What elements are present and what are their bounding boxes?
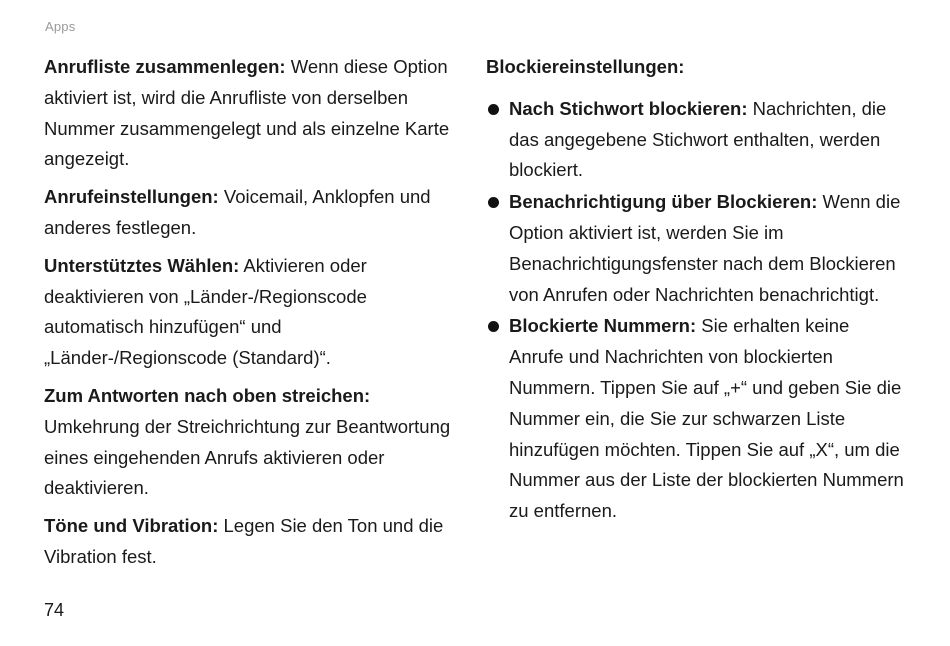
setting-paragraph xyxy=(44,52,464,175)
bullet-icon xyxy=(488,197,499,208)
setting-description: Umkehrung der Streichrichtung zur Beantwortung eines eingehenden Anrufs aktivieren oder deaktivieren. xyxy=(44,415,451,499)
bullet-term: Benachrichtigung über Blockieren: xyxy=(509,191,818,213)
setting-paragraph xyxy=(44,182,464,244)
bullet-icon xyxy=(488,321,499,332)
setting-paragraph xyxy=(44,251,464,374)
bullet-item xyxy=(486,94,906,186)
section-label: Apps xyxy=(45,19,76,34)
left-column xyxy=(44,52,464,580)
bullet-description: Wenn die Option aktiviert ist, werden Sie im Benachrichtigungsfenster nach dem Blockieren von Anrufen oder Nachrichten benachrichtigt. xyxy=(509,191,901,305)
setting-description: Voicemail, Anklopfen und anderes festlegen. xyxy=(44,186,431,238)
setting-paragraph xyxy=(44,381,464,504)
setting-term: Anrufliste zusammenlegen: xyxy=(44,56,286,77)
bullet-description: Nachrichten, die das angegebene Stichwort enthalten, werden blockiert. xyxy=(509,97,887,181)
bullet-item xyxy=(486,187,906,310)
setting-term: Anrufeinstellungen: xyxy=(44,186,219,208)
setting-term: Töne und Vibration: xyxy=(44,515,219,537)
section-heading: Blockiereinstellungen: xyxy=(486,56,685,77)
bullet-item xyxy=(486,311,906,527)
setting-term: Zum Antworten nach oben streichen: xyxy=(44,384,371,406)
setting-description: Aktivieren oder deaktivieren von „Länder-/Regionscode automatisch hinzufügen“ und „Länder-/Regionscode (Standard)“. xyxy=(44,254,367,369)
bullet-term: Nach Stichwort blockieren: xyxy=(509,97,748,119)
right-column xyxy=(486,52,906,528)
bullet-term: Blockierte Nummern: xyxy=(509,315,697,337)
bullet-description: Sie erhalten keine Anrufe und Nachrichten von blockierten Nummern. Tippen Sie auf „+“ und geben Sie die Nummer ein, die Sie zur schwarzen Liste hinzufügen möchten. Tippen Sie auf „X“, um die Nummer aus der Liste der blockierten Nummern zu entfernen. xyxy=(509,315,904,522)
setting-term: Unterstütztes Wählen: xyxy=(44,254,240,276)
bullet-icon xyxy=(488,104,499,115)
setting-description: Wenn diese Option aktiviert ist, wird die Anrufliste von derselben Nummer zusammengelegt und als einzelne Karte angezeigt. xyxy=(44,56,450,170)
setting-paragraph xyxy=(44,511,464,573)
page-number: 74 xyxy=(44,600,65,620)
setting-description: Legen Sie den Ton und die Vibration fest. xyxy=(44,515,444,567)
